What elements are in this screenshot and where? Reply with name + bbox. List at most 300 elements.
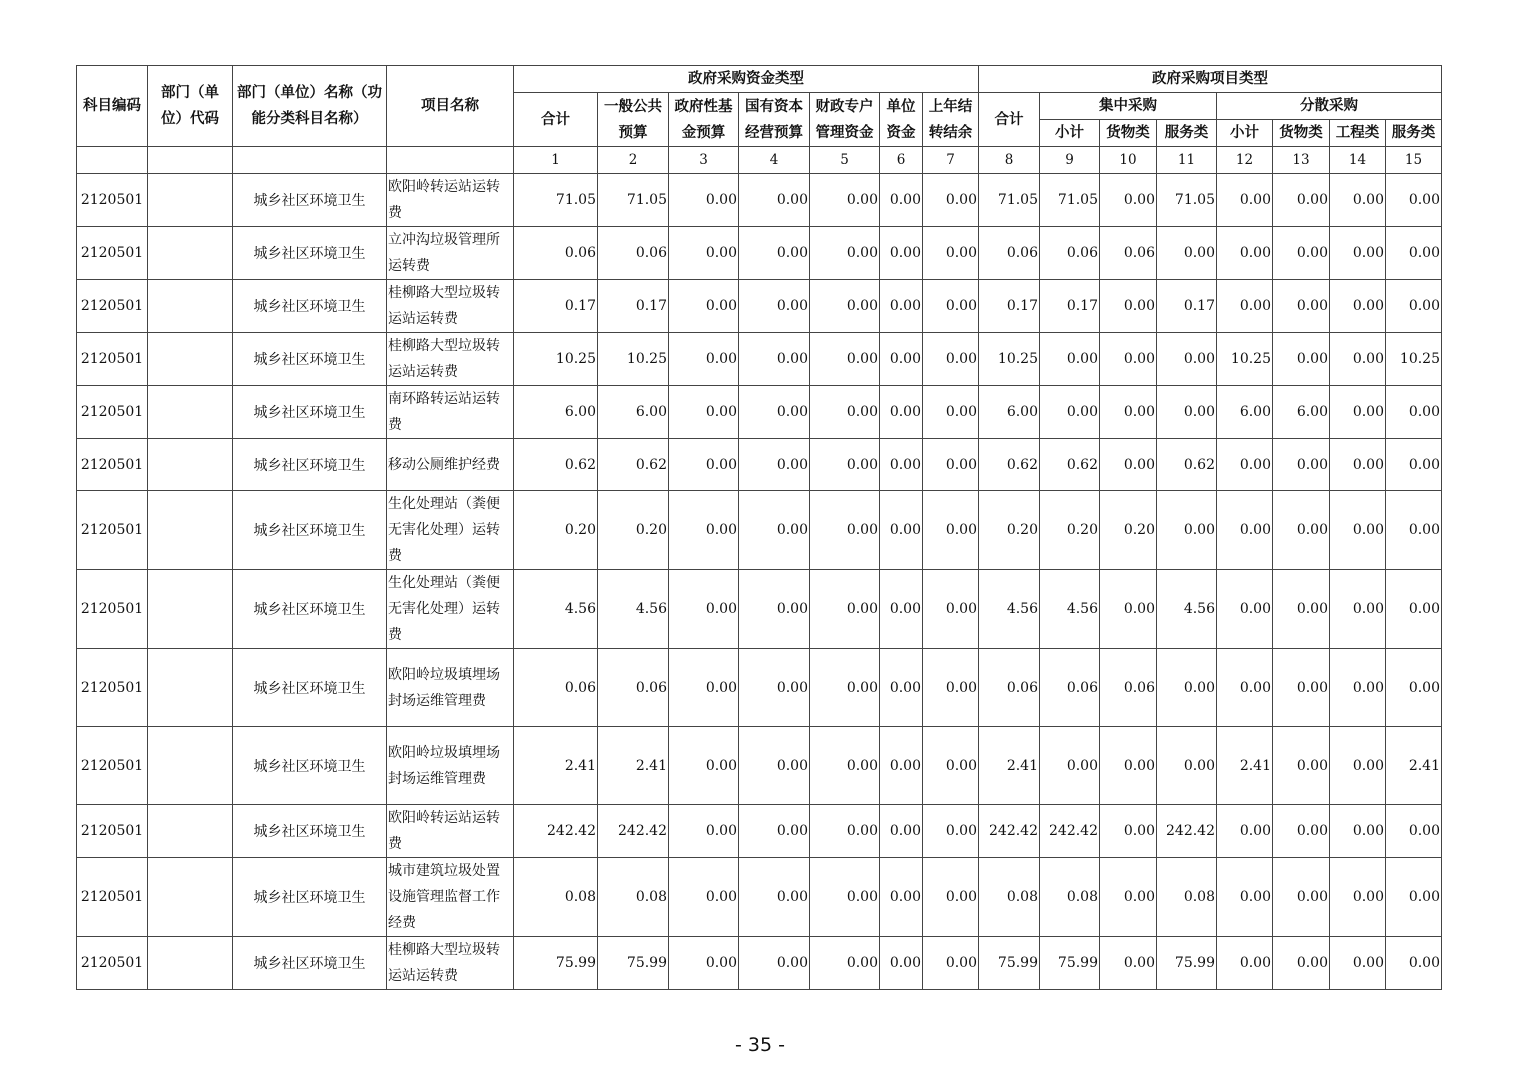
row-dept-name: 城乡社区环境卫生 (233, 174, 387, 227)
row-value: 0.00 (1217, 805, 1273, 858)
row-value: 0.17 (514, 280, 598, 333)
row-dept-code (148, 280, 233, 333)
row-value: 0.17 (598, 280, 669, 333)
row-value: 0.00 (669, 858, 739, 937)
row-value: 0.17 (1040, 280, 1100, 333)
table-row (77, 570, 1442, 649)
row-value: 0.00 (810, 570, 880, 649)
row-value: 0.00 (810, 491, 880, 570)
header-fund-total: 合计 (514, 93, 598, 147)
row-value: 0.00 (880, 649, 923, 727)
row-value: 0.00 (923, 727, 979, 805)
row-value: 0.00 (1330, 649, 1386, 727)
row-value: 4.56 (514, 570, 598, 649)
table-row (77, 439, 1442, 491)
row-value: 0.00 (1217, 649, 1273, 727)
row-value: 0.00 (880, 937, 923, 990)
row-value: 0.00 (739, 333, 810, 386)
row-value: 0.00 (1330, 858, 1386, 937)
row-value: 0.00 (739, 174, 810, 227)
row-value: 0.00 (923, 805, 979, 858)
row-value: 0.00 (739, 570, 810, 649)
row-value: 0.00 (1157, 727, 1217, 805)
row-value: 0.00 (1157, 386, 1217, 439)
row-value: 0.00 (1100, 174, 1157, 227)
row-dept-name: 城乡社区环境卫生 (233, 333, 387, 386)
header-project: 项目名称 (387, 66, 514, 147)
row-value: 0.00 (669, 649, 739, 727)
row-code: 2120501 (77, 858, 148, 937)
row-value: 0.00 (810, 227, 880, 280)
row-value: 75.99 (979, 937, 1040, 990)
row-value: 0.00 (880, 280, 923, 333)
row-value: 0.00 (1330, 727, 1386, 805)
row-value: 242.42 (979, 805, 1040, 858)
row-value: 0.06 (979, 649, 1040, 727)
row-value: 0.00 (669, 937, 739, 990)
column-number: 10 (1100, 147, 1157, 174)
row-dept-code (148, 386, 233, 439)
row-value: 0.00 (923, 280, 979, 333)
row-value: 0.00 (923, 333, 979, 386)
row-value: 0.20 (514, 491, 598, 570)
row-value: 71.05 (598, 174, 669, 227)
row-dept-code (148, 333, 233, 386)
row-value: 0.00 (1100, 386, 1157, 439)
row-value: 0.00 (669, 174, 739, 227)
row-dept-name: 城乡社区环境卫生 (233, 386, 387, 439)
row-value: 10.25 (1217, 333, 1273, 386)
row-value: 75.99 (1040, 937, 1100, 990)
row-dept-name: 城乡社区环境卫生 (233, 649, 387, 727)
row-project: 生化处理站（粪便无害化处理）运转费 (387, 570, 514, 649)
row-value: 0.00 (923, 858, 979, 937)
row-value: 0.00 (669, 439, 739, 491)
row-value: 0.00 (1330, 439, 1386, 491)
header-disp-goods: 货物类 (1273, 120, 1330, 147)
row-project: 立冲沟垃圾管理所运转费 (387, 227, 514, 280)
row-project: 移动公厕维护经费 (387, 439, 514, 491)
row-value: 0.00 (1330, 570, 1386, 649)
table-row (77, 174, 1442, 227)
header-group-types: 政府采购项目类型 (979, 66, 1442, 93)
row-dept-name: 城乡社区环境卫生 (233, 937, 387, 990)
table-row (77, 333, 1442, 386)
table-row (77, 805, 1442, 858)
row-code: 2120501 (77, 649, 148, 727)
row-value: 0.06 (514, 649, 598, 727)
row-value: 0.00 (810, 937, 880, 990)
row-code: 2120501 (77, 280, 148, 333)
row-value: 0.00 (1040, 333, 1100, 386)
row-project: 南环路转运站运转费 (387, 386, 514, 439)
row-dept-name: 城乡社区环境卫生 (233, 805, 387, 858)
table-row (77, 491, 1442, 570)
row-value: 0.06 (1040, 649, 1100, 727)
column-number: 8 (979, 147, 1040, 174)
row-value: 0.17 (1157, 280, 1217, 333)
row-dept-code (148, 227, 233, 280)
header-type-dispersed: 分散采购 (1217, 93, 1442, 120)
row-value: 0.00 (1100, 333, 1157, 386)
row-value: 71.05 (1040, 174, 1100, 227)
blank-cell (77, 147, 148, 174)
row-value: 0.00 (669, 805, 739, 858)
row-value: 0.00 (810, 805, 880, 858)
row-code: 2120501 (77, 333, 148, 386)
row-value: 0.00 (1330, 280, 1386, 333)
row-dept-name: 城乡社区环境卫生 (233, 491, 387, 570)
row-value: 242.42 (514, 805, 598, 858)
row-value: 0.00 (1217, 858, 1273, 937)
row-value: 10.25 (598, 333, 669, 386)
row-value: 75.99 (598, 937, 669, 990)
row-value: 10.25 (979, 333, 1040, 386)
row-value: 0.08 (979, 858, 1040, 937)
table-body (77, 174, 1442, 990)
row-value: 0.00 (739, 227, 810, 280)
row-code: 2120501 (77, 937, 148, 990)
row-project: 欧阳岭垃圾填埋场封场运维管理费 (387, 649, 514, 727)
header-type-central: 集中采购 (1040, 93, 1217, 120)
row-dept-code (148, 805, 233, 858)
row-dept-name: 城乡社区环境卫生 (233, 727, 387, 805)
table-row (77, 858, 1442, 937)
column-number: 13 (1273, 147, 1330, 174)
row-code: 2120501 (77, 439, 148, 491)
row-value: 10.25 (1386, 333, 1442, 386)
table-row (77, 727, 1442, 805)
row-value: 0.20 (979, 491, 1040, 570)
row-value: 4.56 (598, 570, 669, 649)
table-row (77, 227, 1442, 280)
row-value: 0.00 (880, 727, 923, 805)
row-value: 6.00 (979, 386, 1040, 439)
row-value: 0.00 (1217, 439, 1273, 491)
blank-cell (387, 147, 514, 174)
row-value: 0.00 (1330, 386, 1386, 439)
row-value: 0.00 (669, 491, 739, 570)
header-disp-service: 服务类 (1386, 120, 1442, 147)
row-value: 2.41 (1386, 727, 1442, 805)
header-central-service: 服务类 (1157, 120, 1217, 147)
row-code: 2120501 (77, 491, 148, 570)
row-value: 0.00 (739, 491, 810, 570)
row-value: 71.05 (514, 174, 598, 227)
row-value: 0.00 (669, 280, 739, 333)
row-dept-code (148, 491, 233, 570)
row-code: 2120501 (77, 727, 148, 805)
row-value: 0.00 (669, 570, 739, 649)
header-dept-code: 部门（单位）代码 (148, 66, 233, 147)
row-value: 0.00 (880, 227, 923, 280)
row-value: 0.00 (923, 937, 979, 990)
row-value: 0.00 (1217, 491, 1273, 570)
row-value: 0.00 (810, 727, 880, 805)
row-value: 0.00 (1040, 386, 1100, 439)
row-value: 0.00 (810, 439, 880, 491)
row-value: 0.00 (1217, 570, 1273, 649)
row-dept-code (148, 937, 233, 990)
row-value: 2.41 (598, 727, 669, 805)
row-value: 0.00 (1273, 570, 1330, 649)
row-value: 0.00 (1040, 727, 1100, 805)
table-row (77, 649, 1442, 727)
row-value: 0.00 (1273, 727, 1330, 805)
row-value: 0.00 (1273, 174, 1330, 227)
column-number: 1 (514, 147, 598, 174)
row-value: 0.00 (1100, 439, 1157, 491)
row-value: 71.05 (979, 174, 1040, 227)
header-central-goods: 货物类 (1100, 120, 1157, 147)
row-value: 6.00 (514, 386, 598, 439)
row-value: 0.00 (1386, 174, 1442, 227)
row-value: 0.08 (514, 858, 598, 937)
table-row (77, 386, 1442, 439)
row-dept-code (148, 174, 233, 227)
row-dept-code (148, 727, 233, 805)
row-value: 0.00 (923, 439, 979, 491)
row-value: 0.00 (1330, 227, 1386, 280)
row-value: 242.42 (598, 805, 669, 858)
row-dept-name: 城乡社区环境卫生 (233, 858, 387, 937)
row-value: 0.00 (1273, 858, 1330, 937)
row-value: 0.00 (669, 386, 739, 439)
row-value: 0.00 (739, 439, 810, 491)
row-value: 0.00 (1273, 280, 1330, 333)
header-central-sub: 小计 (1040, 120, 1100, 147)
row-project: 欧阳岭转运站运转费 (387, 174, 514, 227)
row-value: 0.00 (1330, 333, 1386, 386)
row-code: 2120501 (77, 570, 148, 649)
row-value: 0.00 (1273, 805, 1330, 858)
row-value: 0.00 (669, 333, 739, 386)
row-value: 4.56 (1040, 570, 1100, 649)
row-project: 桂柳路大型垃圾转运站运转费 (387, 333, 514, 386)
row-code: 2120501 (77, 386, 148, 439)
row-value: 0.00 (1273, 439, 1330, 491)
table-row (77, 280, 1442, 333)
row-code: 2120501 (77, 227, 148, 280)
header-fund-carry: 上年结转结余 (923, 93, 979, 147)
column-number: 7 (923, 147, 979, 174)
row-value: 0.06 (1100, 227, 1157, 280)
row-value: 0.00 (810, 386, 880, 439)
column-number: 12 (1217, 147, 1273, 174)
row-value: 0.00 (1100, 805, 1157, 858)
row-value: 0.00 (1157, 333, 1217, 386)
column-number: 15 (1386, 147, 1442, 174)
row-value: 0.00 (739, 727, 810, 805)
row-dept-name: 城乡社区环境卫生 (233, 439, 387, 491)
row-value: 0.00 (739, 280, 810, 333)
row-value: 0.00 (1217, 280, 1273, 333)
row-value: 0.00 (1386, 439, 1442, 491)
header-disp-sub: 小计 (1217, 120, 1273, 147)
column-number: 14 (1330, 147, 1386, 174)
column-number: 2 (598, 147, 669, 174)
row-value: 0.06 (1040, 227, 1100, 280)
row-value: 0.00 (1386, 858, 1442, 937)
procurement-table (76, 65, 1442, 990)
header-fund-unit: 单位资金 (880, 93, 923, 147)
row-value: 0.00 (1100, 937, 1157, 990)
row-value: 0.00 (1386, 280, 1442, 333)
row-value: 0.00 (923, 227, 979, 280)
row-value: 0.00 (1273, 491, 1330, 570)
row-value: 0.00 (880, 386, 923, 439)
row-value: 0.06 (979, 227, 1040, 280)
row-value: 0.00 (880, 805, 923, 858)
row-value: 0.00 (1273, 649, 1330, 727)
row-value: 0.00 (739, 858, 810, 937)
row-value: 0.00 (1330, 174, 1386, 227)
row-value: 0.00 (739, 649, 810, 727)
row-value: 6.00 (598, 386, 669, 439)
row-dept-code (148, 649, 233, 727)
row-value: 0.00 (880, 174, 923, 227)
row-project: 欧阳岭转运站运转费 (387, 805, 514, 858)
row-value: 0.00 (1330, 805, 1386, 858)
column-number: 11 (1157, 147, 1217, 174)
row-value: 242.42 (1040, 805, 1100, 858)
row-value: 2.41 (514, 727, 598, 805)
blank-cell (233, 147, 387, 174)
row-value: 0.00 (739, 805, 810, 858)
row-value: 10.25 (514, 333, 598, 386)
row-value: 0.62 (1040, 439, 1100, 491)
row-value: 0.00 (880, 491, 923, 570)
row-value: 4.56 (1157, 570, 1217, 649)
row-value: 0.06 (598, 649, 669, 727)
row-value: 0.20 (598, 491, 669, 570)
row-value: 0.00 (810, 858, 880, 937)
row-value: 0.06 (598, 227, 669, 280)
row-value: 0.00 (923, 174, 979, 227)
row-value: 0.06 (514, 227, 598, 280)
row-value: 75.99 (1157, 937, 1217, 990)
row-value: 0.00 (810, 333, 880, 386)
table-header (77, 66, 1442, 174)
column-number: 9 (1040, 147, 1100, 174)
column-number: 3 (669, 147, 739, 174)
row-value: 0.62 (1157, 439, 1217, 491)
header-disp-eng: 工程类 (1330, 120, 1386, 147)
column-number: 5 (810, 147, 880, 174)
row-value: 0.00 (1217, 937, 1273, 990)
blank-cell (148, 147, 233, 174)
row-value: 0.00 (810, 280, 880, 333)
row-value: 0.00 (1217, 227, 1273, 280)
row-value: 0.00 (1157, 649, 1217, 727)
header-type-total: 合计 (979, 93, 1040, 147)
row-value: 0.00 (923, 570, 979, 649)
row-value: 0.00 (1386, 649, 1442, 727)
row-value: 0.00 (1330, 937, 1386, 990)
row-value: 0.08 (1040, 858, 1100, 937)
row-value: 0.00 (1217, 174, 1273, 227)
row-value: 0.00 (923, 491, 979, 570)
row-value: 0.08 (598, 858, 669, 937)
row-dept-name: 城乡社区环境卫生 (233, 280, 387, 333)
row-value: 0.20 (1100, 491, 1157, 570)
column-number: 4 (739, 147, 810, 174)
row-value: 71.05 (1157, 174, 1217, 227)
row-dept-code (148, 570, 233, 649)
column-number: 6 (880, 147, 923, 174)
row-value: 0.00 (1157, 227, 1217, 280)
column-number-row (77, 147, 1442, 174)
row-value: 6.00 (1273, 386, 1330, 439)
row-value: 0.00 (1100, 727, 1157, 805)
row-value: 0.00 (669, 227, 739, 280)
row-value: 0.20 (1040, 491, 1100, 570)
row-project: 桂柳路大型垃圾转运站运转费 (387, 937, 514, 990)
header-fund-special: 财政专户管理资金 (810, 93, 880, 147)
row-value: 0.00 (1386, 937, 1442, 990)
row-value: 0.00 (923, 649, 979, 727)
row-value: 0.08 (1157, 858, 1217, 937)
row-dept-name: 城乡社区环境卫生 (233, 227, 387, 280)
header-group-funds: 政府采购资金类型 (514, 66, 979, 93)
row-value: 0.00 (1100, 858, 1157, 937)
row-code: 2120501 (77, 805, 148, 858)
row-value: 0.00 (1100, 280, 1157, 333)
row-value: 0.00 (1273, 227, 1330, 280)
row-value: 0.00 (1386, 227, 1442, 280)
row-value: 242.42 (1157, 805, 1217, 858)
row-value: 0.00 (1157, 491, 1217, 570)
row-value: 0.06 (1100, 649, 1157, 727)
row-value: 0.00 (1330, 491, 1386, 570)
row-value: 4.56 (979, 570, 1040, 649)
row-dept-code (148, 439, 233, 491)
row-value: 0.00 (810, 174, 880, 227)
row-project: 桂柳路大型垃圾转运站运转费 (387, 280, 514, 333)
row-project: 生化处理站（粪便无害化处理）运转费 (387, 491, 514, 570)
row-value: 6.00 (1217, 386, 1273, 439)
row-project: 城市建筑垃圾处置设施管理监督工作经费 (387, 858, 514, 937)
row-value: 0.62 (598, 439, 669, 491)
row-value: 0.00 (880, 858, 923, 937)
row-value: 0.00 (810, 649, 880, 727)
row-value: 0.00 (739, 386, 810, 439)
header-fund-general: 一般公共预算 (598, 93, 669, 147)
row-value: 0.62 (979, 439, 1040, 491)
row-value: 0.00 (1273, 937, 1330, 990)
row-value: 0.00 (923, 386, 979, 439)
row-value: 0.62 (514, 439, 598, 491)
row-value: 0.00 (1386, 570, 1442, 649)
row-value: 0.00 (1386, 386, 1442, 439)
page-number: - 35 - (735, 1034, 785, 1056)
table-row (77, 937, 1442, 990)
row-project: 欧阳岭垃圾填埋场封场运维管理费 (387, 727, 514, 805)
row-value: 2.41 (1217, 727, 1273, 805)
row-value: 0.00 (880, 333, 923, 386)
row-value: 2.41 (979, 727, 1040, 805)
row-value: 0.00 (1386, 491, 1442, 570)
row-value: 0.17 (979, 280, 1040, 333)
row-value: 0.00 (1100, 570, 1157, 649)
row-value: 0.00 (880, 439, 923, 491)
row-value: 0.00 (1386, 805, 1442, 858)
row-value: 0.00 (739, 937, 810, 990)
header-dept-name: 部门（单位）名称（功能分类科目名称） (233, 66, 387, 147)
row-dept-name: 城乡社区环境卫生 (233, 570, 387, 649)
row-dept-code (148, 858, 233, 937)
header-code: 科目编码 (77, 66, 148, 147)
